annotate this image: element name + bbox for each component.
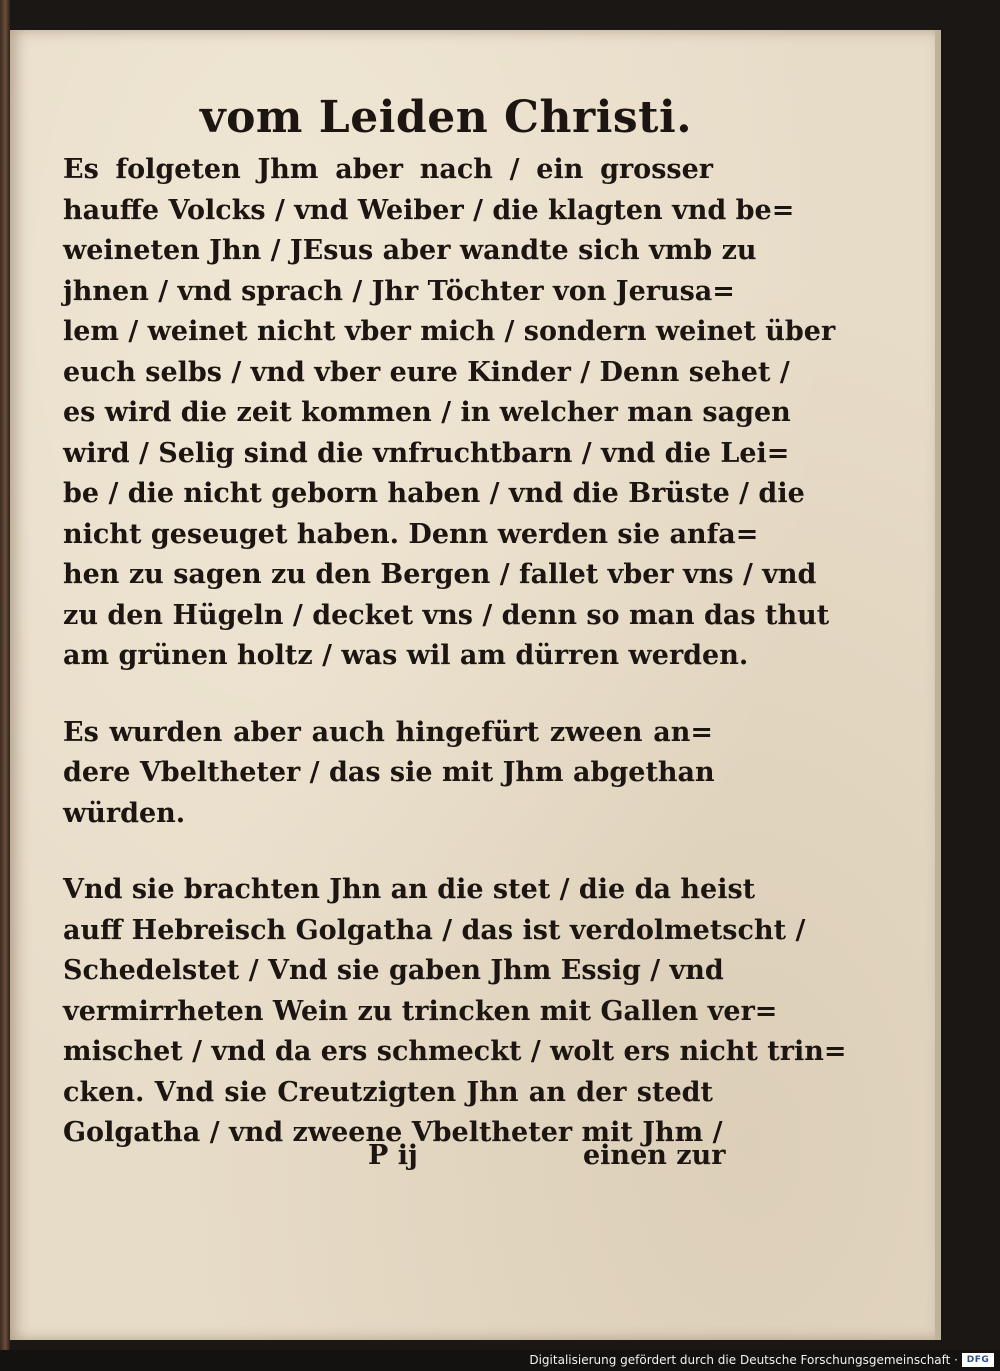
text-line: nicht geseuget haben. Denn werden sie anfa= xyxy=(63,518,759,550)
signature-mark: P ij xyxy=(368,1140,418,1171)
text-line: hauffe Volcks / vnd Weiber / die klagten vnd be= xyxy=(63,194,795,226)
text-line: würden. xyxy=(63,797,186,829)
text-line: dere Vbeltheter / das sie mit Jhm abgethan xyxy=(63,757,715,788)
paragraph-3 xyxy=(63,870,847,1154)
book-binding xyxy=(0,0,10,1350)
text-line: zu den Hügeln / decket vns / denn so man das thut xyxy=(63,599,830,631)
text-line: jhnen / vnd sprach / Jhr Töchter von Jerusa= xyxy=(63,275,735,307)
text-line: lem / weinet nicht vber mich / sondern weinet über xyxy=(63,316,836,347)
text-line: weineten Jhn / JEsus aber wandte sich vmb zu xyxy=(63,235,757,266)
text-line: Es folgeten Jhm aber nach / ein grosser xyxy=(63,154,713,185)
text-block xyxy=(63,150,847,1154)
paragraph-1 xyxy=(63,150,836,677)
page-edge xyxy=(935,30,941,1340)
dfg-logo: DFG xyxy=(962,1353,994,1367)
text-line: cken. Vnd sie Creutzigten Jhn an der stedt xyxy=(63,1076,713,1108)
running-head: vom Leiden Christi. xyxy=(200,92,693,143)
text-line: mischet / vnd da ers schmeckt / wolt ers nicht trin= xyxy=(63,1036,847,1067)
text-line: euch selbs / vnd vber eure Kinder / Denn sehet / xyxy=(63,356,790,388)
text-line: hen zu sagen zu den Bergen / fallet vber vns / vnd xyxy=(63,559,817,590)
paragraph-2 xyxy=(63,713,713,835)
text-line: am grünen holtz / was wil am dürren werden. xyxy=(63,640,749,671)
text-line: vermirrheten Wein zu trincken mit Gallen ver= xyxy=(63,995,778,1027)
text-line: es wird die zeit kommen / in welcher man sagen xyxy=(63,397,791,428)
text-line: be / die nicht geborn haben / vnd die Brüste / die xyxy=(63,478,805,509)
funding-credit: Digitalisierung gefördert durch die Deutsche Forschungsgemeinschaft · xyxy=(529,1353,958,1367)
text-line: Schedelstet / Vnd sie gaben Jhm Essig / vnd xyxy=(63,955,724,986)
text-line: wird / Selig sind die vnfruchtbarn / vnd die Lei= xyxy=(63,437,790,469)
text-line: auff Hebreisch Golgatha / das ist verdolmetscht / xyxy=(63,914,806,946)
text-line: Es wurden aber auch hingefürt zween an= xyxy=(63,716,713,748)
catchword: einen zur xyxy=(583,1140,726,1171)
text-line: Golgatha / vnd zweene Vbeltheter mit Jhm / xyxy=(63,1117,723,1148)
text-line: Vnd sie brachten Jhn an die stet / die da heist xyxy=(63,874,756,905)
